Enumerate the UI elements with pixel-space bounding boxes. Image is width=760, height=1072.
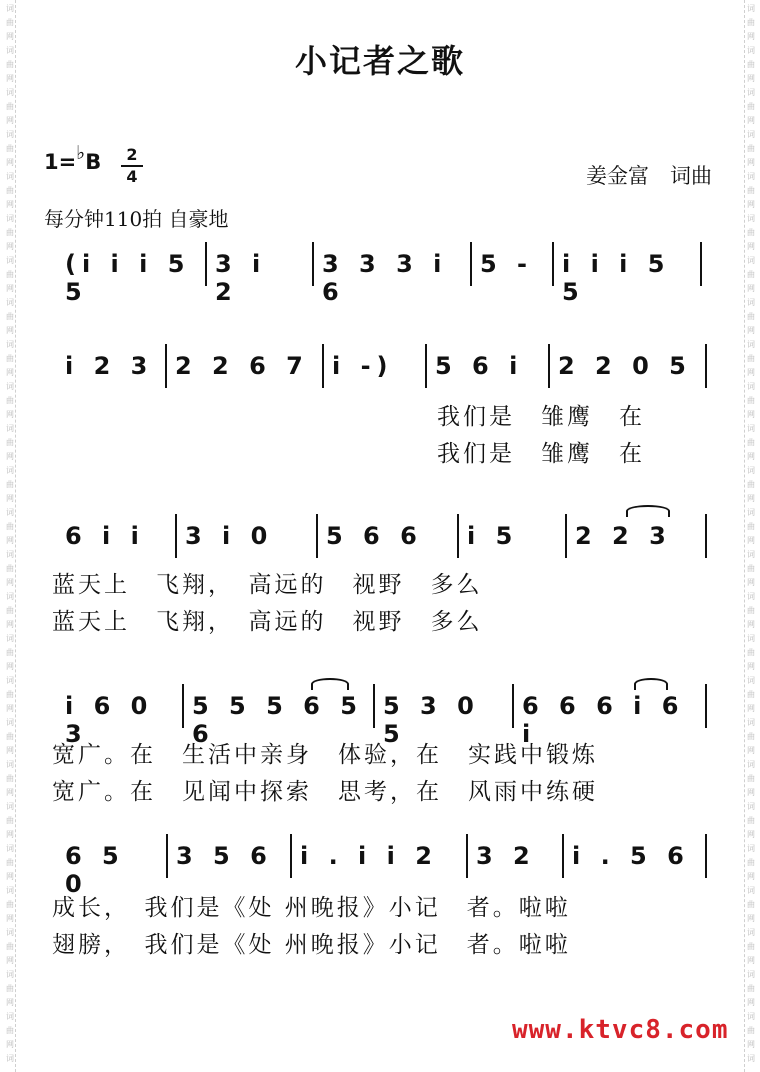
- barline: [175, 514, 177, 558]
- barline: [705, 344, 707, 388]
- watermark-glyph: 网: [6, 242, 14, 251]
- watermark-glyph: 词: [6, 130, 14, 139]
- watermark-glyph: 词: [6, 718, 14, 727]
- watermark-glyph: 词: [747, 928, 755, 937]
- watermark-glyph: 网: [6, 32, 14, 41]
- watermark-glyph: 网: [6, 200, 14, 209]
- watermark-glyph: 曲: [6, 732, 14, 741]
- watermark-glyph: 词: [6, 592, 14, 601]
- watermark-glyph: 词: [747, 4, 755, 13]
- watermark-glyph: 网: [747, 620, 755, 629]
- watermark-glyph: 曲: [747, 942, 755, 951]
- watermark-glyph: 网: [747, 452, 755, 461]
- watermark-glyph: 网: [6, 452, 14, 461]
- watermark-glyph: 网: [747, 410, 755, 419]
- lyric-line-2: 我们是 雏鹰 在: [437, 441, 645, 467]
- watermark-glyph: 曲: [747, 312, 755, 321]
- watermark-glyph: 词: [6, 4, 14, 13]
- measure-notes: 3 5 6: [176, 842, 273, 870]
- watermark-glyph: 网: [747, 1040, 755, 1049]
- lyric-line-2: 翅膀， 我们是《处 州晚报》小记 者。啦啦: [52, 932, 571, 958]
- watermark-glyph: 曲: [6, 774, 14, 783]
- barline: [322, 344, 324, 388]
- watermark-glyph: 词: [747, 256, 755, 265]
- time-signature: [121, 146, 143, 186]
- watermark-glyph: 词: [747, 718, 755, 727]
- watermark-glyph: 曲: [747, 480, 755, 489]
- watermark-glyph: 曲: [6, 942, 14, 951]
- watermark-glyph: 曲: [747, 144, 755, 153]
- watermark-glyph: 词: [747, 886, 755, 895]
- watermark-glyph: 词: [747, 1054, 755, 1063]
- barline: [548, 344, 550, 388]
- watermark-glyph: 曲: [6, 858, 14, 867]
- watermark-glyph: 曲: [6, 186, 14, 195]
- watermark-glyph: 网: [6, 116, 14, 125]
- key-note: B: [85, 150, 102, 174]
- watermark-glyph: 网: [6, 326, 14, 335]
- watermark-glyph: 网: [747, 326, 755, 335]
- watermark-glyph: 词: [747, 466, 755, 475]
- watermark-glyph: 网: [747, 494, 755, 503]
- watermark-glyph: 网: [747, 578, 755, 587]
- left-watermark-strip: [4, 0, 16, 1072]
- watermark-glyph: 曲: [6, 60, 14, 69]
- watermark-glyph: 词: [6, 844, 14, 853]
- watermark-glyph: 曲: [6, 396, 14, 405]
- watermark-glyph: 词: [6, 970, 14, 979]
- barline: [457, 514, 459, 558]
- watermark-glyph: 网: [6, 872, 14, 881]
- lyric-line-1: 蓝天上 飞翔， 高远的 视野 多么: [52, 572, 483, 598]
- watermark-glyph: 网: [6, 536, 14, 545]
- watermark-glyph: 词: [747, 88, 755, 97]
- watermark-glyph: 曲: [747, 816, 755, 825]
- measure-notes: 3 3 3 i 6: [322, 250, 448, 306]
- tie-slur: [311, 678, 349, 690]
- measure-notes: 2 2 0 5: [558, 352, 692, 380]
- watermark-glyph: 词: [747, 424, 755, 433]
- watermark-glyph: 曲: [6, 900, 14, 909]
- watermark-glyph: 网: [747, 830, 755, 839]
- measure-notes: i . i i 2: [300, 842, 438, 870]
- measure-notes: 5 3 0 5: [383, 692, 480, 748]
- watermark-glyph: 词: [747, 340, 755, 349]
- tie-slur: [634, 678, 668, 690]
- measure-notes: 2 2 3: [575, 522, 672, 550]
- barline: [552, 242, 554, 286]
- lyric-line-1: 成长， 我们是《处 州晚报》小记 者。啦啦: [52, 895, 571, 921]
- watermark-glyph: 曲: [747, 438, 755, 447]
- watermark-glyph: 曲: [6, 816, 14, 825]
- watermark-glyph: 网: [6, 830, 14, 839]
- barline: [512, 684, 514, 728]
- measure-notes: 5 -: [480, 250, 534, 278]
- watermark-glyph: 曲: [6, 648, 14, 657]
- website-watermark: www.ktvc8.com: [512, 1015, 729, 1045]
- watermark-glyph: 网: [747, 284, 755, 293]
- watermark-glyph: 网: [747, 242, 755, 251]
- watermark-glyph: 曲: [747, 522, 755, 531]
- lyric-line-2: 宽广。在 见闻中探索 思考，在 风雨中练硬: [52, 779, 598, 805]
- watermark-glyph: 词: [6, 88, 14, 97]
- watermark-glyph: 曲: [747, 774, 755, 783]
- watermark-glyph: 词: [6, 508, 14, 517]
- measure-notes: 3 2: [476, 842, 536, 870]
- watermark-glyph: 网: [6, 410, 14, 419]
- flat-sign: ♭: [76, 142, 86, 164]
- watermark-glyph: 曲: [6, 144, 14, 153]
- watermark-glyph: 曲: [6, 438, 14, 447]
- watermark-glyph: 曲: [747, 186, 755, 195]
- barline: [705, 684, 707, 728]
- watermark-glyph: 网: [747, 746, 755, 755]
- watermark-glyph: 网: [747, 536, 755, 545]
- watermark-glyph: 网: [6, 494, 14, 503]
- watermark-glyph: 网: [6, 74, 14, 83]
- right-watermark-strip: [744, 0, 756, 1072]
- watermark-glyph: 曲: [6, 480, 14, 489]
- watermark-glyph: 网: [747, 788, 755, 797]
- watermark-glyph: 词: [6, 760, 14, 769]
- watermark-glyph: 网: [6, 788, 14, 797]
- watermark-glyph: 曲: [747, 1026, 755, 1035]
- watermark-glyph: 词: [747, 1012, 755, 1021]
- watermark-glyph: 词: [747, 634, 755, 643]
- watermark-glyph: 词: [747, 844, 755, 853]
- measure-notes: i 5: [467, 522, 519, 550]
- watermark-glyph: 网: [747, 158, 755, 167]
- watermark-glyph: 网: [747, 116, 755, 125]
- barline: [700, 242, 702, 286]
- watermark-glyph: 词: [6, 1012, 14, 1021]
- tie-slur: [626, 505, 670, 517]
- watermark-glyph: 词: [6, 424, 14, 433]
- watermark-glyph: 网: [6, 578, 14, 587]
- watermark-glyph: 词: [747, 802, 755, 811]
- barline: [565, 514, 567, 558]
- watermark-glyph: 网: [747, 368, 755, 377]
- measure-notes: 5 5 5 6 5 6: [192, 692, 363, 748]
- measure-notes: i i i 5 5: [562, 250, 671, 306]
- watermark-glyph: 曲: [747, 228, 755, 237]
- watermark-glyph: 网: [747, 956, 755, 965]
- barline: [470, 242, 472, 286]
- barline: [425, 344, 427, 388]
- watermark-glyph: 网: [6, 704, 14, 713]
- measure-notes: i . 5 6: [572, 842, 690, 870]
- watermark-glyph: 词: [747, 172, 755, 181]
- watermark-glyph: 网: [747, 914, 755, 923]
- watermark-glyph: 网: [6, 998, 14, 1007]
- meter-bottom: 4: [126, 167, 138, 186]
- measure-notes: i -): [332, 352, 394, 380]
- barline: [290, 834, 292, 878]
- watermark-glyph: 词: [747, 676, 755, 685]
- watermark-glyph: 曲: [6, 1026, 14, 1035]
- watermark-glyph: 词: [6, 634, 14, 643]
- measure-notes: i 6 0 3: [65, 692, 154, 748]
- watermark-glyph: 曲: [747, 648, 755, 657]
- key-prefix: 1=: [44, 150, 77, 174]
- watermark-glyph: 网: [6, 158, 14, 167]
- barline: [373, 684, 375, 728]
- watermark-glyph: 曲: [6, 984, 14, 993]
- watermark-glyph: 曲: [6, 102, 14, 111]
- barline: [705, 834, 707, 878]
- measure-notes: 6 6 6 i 6 i: [522, 692, 685, 748]
- watermark-glyph: 词: [747, 592, 755, 601]
- measure-notes: 6 i i: [65, 522, 145, 550]
- watermark-glyph: 网: [6, 368, 14, 377]
- watermark-glyph: 曲: [6, 564, 14, 573]
- watermark-glyph: 网: [6, 662, 14, 671]
- watermark-glyph: 词: [6, 550, 14, 559]
- watermark-glyph: 曲: [6, 312, 14, 321]
- watermark-glyph: 曲: [6, 18, 14, 27]
- watermark-glyph: 曲: [6, 522, 14, 531]
- watermark-glyph: 词: [747, 214, 755, 223]
- watermark-glyph: 曲: [747, 270, 755, 279]
- watermark-glyph: 词: [6, 466, 14, 475]
- watermark-glyph: 曲: [6, 270, 14, 279]
- watermark-glyph: 曲: [747, 858, 755, 867]
- watermark-glyph: 网: [747, 74, 755, 83]
- watermark-glyph: 词: [747, 298, 755, 307]
- watermark-glyph: 网: [6, 620, 14, 629]
- watermark-glyph: 词: [6, 46, 14, 55]
- measure-notes: 6 5 0: [65, 842, 125, 898]
- watermark-glyph: 曲: [747, 18, 755, 27]
- watermark-glyph: 曲: [747, 900, 755, 909]
- watermark-glyph: 曲: [6, 606, 14, 615]
- watermark-glyph: 词: [6, 676, 14, 685]
- lyric-line-2: 蓝天上 飞翔， 高远的 视野 多么: [52, 609, 483, 635]
- barline: [316, 514, 318, 558]
- watermark-glyph: 网: [6, 1040, 14, 1049]
- barline: [166, 834, 168, 878]
- barline: [205, 242, 207, 286]
- barline: [562, 834, 564, 878]
- lyric-line-1: 宽广。在 生活中亲身 体验，在 实践中锻炼: [52, 742, 598, 768]
- song-title: 小记者之歌: [294, 42, 465, 80]
- barline: [182, 684, 184, 728]
- watermark-glyph: 词: [6, 886, 14, 895]
- measure-notes: 3 i 2: [215, 250, 267, 306]
- measure-notes: i 2 3: [65, 352, 154, 380]
- watermark-glyph: 词: [6, 172, 14, 181]
- watermark-glyph: 词: [747, 550, 755, 559]
- watermark-glyph: 曲: [6, 228, 14, 237]
- watermark-glyph: 曲: [747, 984, 755, 993]
- watermark-glyph: 曲: [747, 690, 755, 699]
- measure-notes: (i i i 5 5: [65, 250, 191, 306]
- watermark-glyph: 词: [6, 1054, 14, 1063]
- meter-top: 2: [126, 145, 138, 164]
- key-signature: [44, 142, 102, 174]
- credit: 姜金富 词曲: [586, 164, 712, 188]
- watermark-glyph: 曲: [6, 354, 14, 363]
- watermark-glyph: 曲: [6, 690, 14, 699]
- barline: [466, 834, 468, 878]
- tempo-marking: 每分钟110拍 自豪地: [44, 207, 229, 231]
- watermark-glyph: 网: [747, 704, 755, 713]
- measure-notes: 2 2 6 7: [175, 352, 309, 380]
- watermark-glyph: 曲: [747, 564, 755, 573]
- watermark-glyph: 网: [747, 872, 755, 881]
- watermark-glyph: 词: [747, 760, 755, 769]
- measure-notes: 5 6 6: [326, 522, 423, 550]
- watermark-glyph: 曲: [747, 606, 755, 615]
- watermark-glyph: 词: [747, 508, 755, 517]
- watermark-glyph: 网: [6, 284, 14, 293]
- watermark-glyph: 网: [747, 200, 755, 209]
- watermark-glyph: 网: [6, 914, 14, 923]
- watermark-glyph: 词: [6, 340, 14, 349]
- watermark-glyph: 词: [6, 256, 14, 265]
- watermark-glyph: 词: [747, 970, 755, 979]
- watermark-glyph: 网: [6, 746, 14, 755]
- measure-notes: 3 i 0: [185, 522, 274, 550]
- barline: [312, 242, 314, 286]
- watermark-glyph: 曲: [747, 732, 755, 741]
- barline: [705, 514, 707, 558]
- watermark-glyph: 词: [6, 928, 14, 937]
- watermark-glyph: 词: [6, 298, 14, 307]
- watermark-glyph: 词: [6, 802, 14, 811]
- watermark-glyph: 网: [747, 32, 755, 41]
- watermark-glyph: 词: [6, 214, 14, 223]
- watermark-glyph: 词: [747, 46, 755, 55]
- watermark-glyph: 曲: [747, 396, 755, 405]
- watermark-glyph: 网: [747, 998, 755, 1007]
- watermark-glyph: 词: [747, 382, 755, 391]
- watermark-glyph: 曲: [747, 354, 755, 363]
- watermark-glyph: 曲: [747, 102, 755, 111]
- watermark-glyph: 词: [747, 130, 755, 139]
- lyric-line-1: 我们是 雏鹰 在: [437, 404, 645, 430]
- watermark-glyph: 曲: [747, 60, 755, 69]
- watermark-glyph: 网: [747, 662, 755, 671]
- barline: [165, 344, 167, 388]
- watermark-glyph: 词: [6, 382, 14, 391]
- watermark-glyph: 网: [6, 956, 14, 965]
- measure-notes: 5 6 i: [435, 352, 524, 380]
